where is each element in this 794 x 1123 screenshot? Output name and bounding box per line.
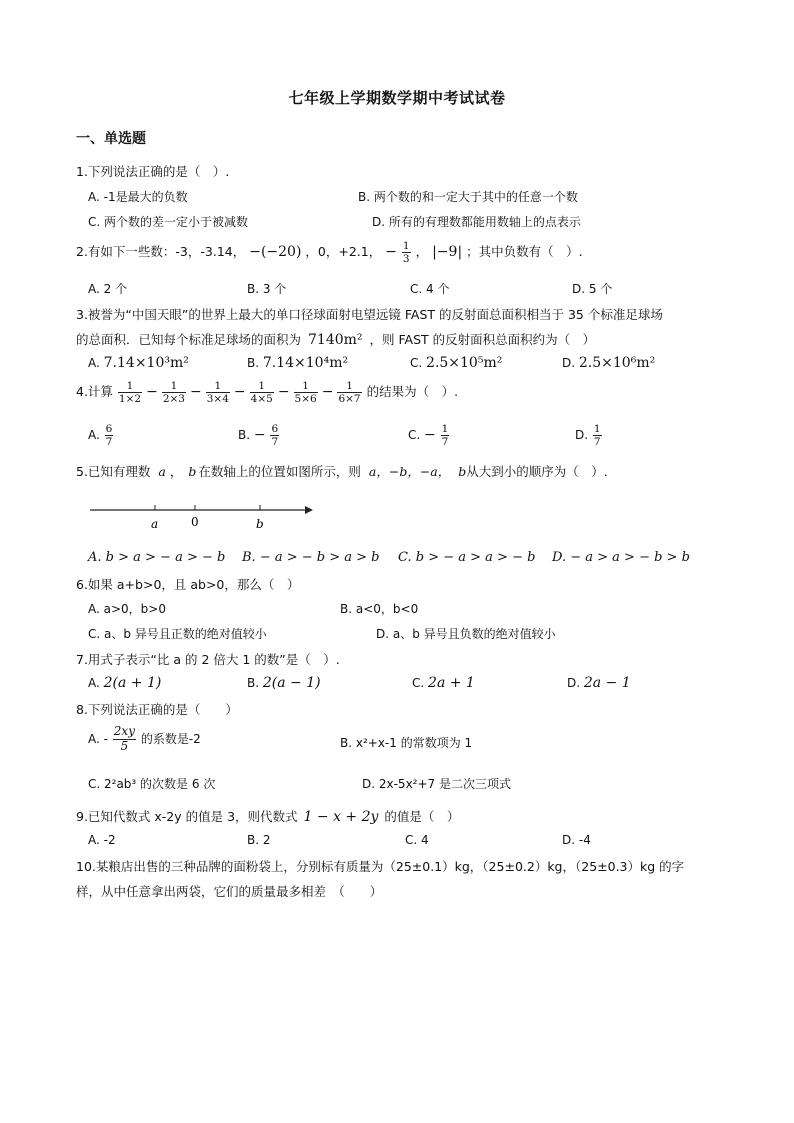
- fraction-denominator: 7: [441, 436, 449, 449]
- question-8-option-b: B. x²+x-1 的常数项为 1: [340, 736, 473, 750]
- fraction-numerator: 1: [402, 240, 410, 252]
- question-4-option-a: [88, 423, 114, 448]
- fraction-numerator: 1: [337, 380, 361, 393]
- option-value: 2(a − 1): [262, 675, 321, 691]
- fraction-numerator: 1: [118, 380, 142, 393]
- question-2-fraction: [402, 240, 411, 265]
- fraction-denominator: 4×5: [250, 393, 273, 406]
- question-5-list: a，−b，−a，: [368, 464, 451, 479]
- question-3-option-b: [247, 355, 348, 371]
- question-5-stem: [76, 462, 608, 480]
- expression-fraction: [337, 380, 361, 405]
- question-10-line-2: 样，从中任意拿出两袋，它们的质量最多相差 （ ）: [76, 884, 383, 899]
- question-3-option-a: [88, 355, 189, 371]
- question-9-option-c: C. 4: [405, 833, 429, 847]
- option-label: D.: [575, 428, 589, 443]
- option-label: B.: [247, 676, 260, 690]
- question-9-suffix: 的值是（ ）: [384, 809, 460, 824]
- question-7-option-c: [412, 675, 475, 691]
- expression-fraction: [250, 380, 274, 405]
- option-label: B.: [247, 356, 260, 370]
- question-8-option-a: [88, 725, 201, 754]
- question-5-option-a: A. b > a > − a > − b: [88, 550, 226, 565]
- label-a: a: [151, 517, 159, 531]
- question-2-option-a: A. 2 个: [88, 282, 128, 296]
- fraction-denominator: 6×7: [338, 393, 361, 406]
- question-10-line-1: 10.某粮店出售的三种品牌的面粉袋上，分别标有质量为（25±0.1）kg，（25±0.2）kg，（25±0.3）kg 的字: [76, 859, 685, 874]
- variable-b: b: [458, 464, 467, 479]
- fraction-numerator: 1: [162, 380, 186, 393]
- number-line-figure: [90, 497, 315, 537]
- page-title: 七年级上学期数学期中考试试卷: [288, 89, 506, 107]
- question-3-line-2: [76, 330, 595, 348]
- option-label: C.: [410, 356, 423, 370]
- fraction-numerator: 2xy: [113, 724, 135, 738]
- question-2-stem: 2.有如下一些数：-3，-3.14， −(−20) ，0，+2.1， − $\frac{1}{3}$ ， |−9| ；其中负数有（ ）.: [76, 240, 583, 266]
- option-label: A. -: [88, 731, 108, 746]
- number-line-arrow-icon: [305, 506, 313, 514]
- section-heading: 一、单选题: [76, 131, 146, 147]
- question-1-option-d: D. 所有的有理数都能用数轴上的点表示: [372, 215, 581, 229]
- question-9-prefix: 9.已知代数式 x-2y 的值是 3，则代数式: [76, 809, 298, 824]
- fraction-denominator: 2×3: [162, 393, 185, 406]
- option-value: 2(a + 1): [103, 675, 162, 691]
- fraction-numerator: 1: [294, 380, 318, 393]
- option-sign: −: [424, 427, 436, 444]
- fraction-numerator: 6: [271, 423, 279, 435]
- option-label: A.: [88, 428, 100, 443]
- question-1-stem: 1.下列说法正确的是（ ）.: [76, 164, 230, 179]
- question-4-option-b: [238, 423, 280, 448]
- fraction-denominator: 1×2: [118, 393, 142, 406]
- question-4-option-d: [575, 423, 603, 448]
- question-9-option-d: D. -4: [562, 833, 591, 847]
- fraction-denominator: 3×4: [206, 393, 229, 406]
- expression-fraction: [162, 380, 186, 405]
- label-0: 0: [191, 515, 199, 529]
- expression-sign: −: [321, 384, 334, 401]
- option-label: D.: [562, 356, 576, 370]
- question-5-suffix: 从大到小的顺序为（ ）.: [466, 464, 608, 479]
- option-suffix: 的系数是-2: [140, 731, 201, 746]
- label-b: b: [256, 517, 264, 531]
- question-2-expr-negneg20: −(−20): [249, 244, 302, 261]
- fraction-numerator: 1: [441, 423, 449, 435]
- question-3-option-c: [410, 355, 502, 371]
- expression-sign: −: [190, 384, 202, 401]
- option-label: C.: [408, 428, 421, 443]
- fraction-numerator: 6: [105, 423, 113, 435]
- option-value: 2.5×10⁵m²: [426, 355, 503, 371]
- expression-sign: −: [146, 384, 158, 401]
- question-2-mid: ，0，+2.1，: [305, 244, 382, 260]
- question-9-option-b: B. 2: [247, 833, 271, 847]
- question-7-option-d: [567, 675, 631, 691]
- question-4-option-c: [408, 423, 450, 448]
- fraction-numerator: 1: [250, 380, 274, 393]
- option-value: 2a − 1: [583, 675, 631, 691]
- question-5-mid: 在数轴上的位置如图所示，则: [198, 464, 361, 479]
- question-1-option-b: B. 两个数的和一定大于其中的任意一个数: [358, 190, 578, 204]
- question-5-option-d: D. − a > a > − b > b: [552, 550, 690, 565]
- question-2-option-d: D. 5 个: [572, 282, 613, 296]
- question-3-option-d: [562, 355, 655, 371]
- question-1-option-a: A. -1是最大的负数: [88, 190, 188, 204]
- expression-sign: −: [233, 384, 246, 401]
- question-9-stem: [76, 807, 459, 825]
- fraction-numerator: 1: [206, 380, 230, 393]
- fraction-denominator: 7: [271, 436, 279, 449]
- fraction-denominator: 7: [105, 436, 113, 449]
- question-7-stem: 7.用式子表示“比 a 的 2 倍大 1 的数”是（ ）.: [76, 652, 340, 667]
- question-2-option-b: B. 3 个: [247, 282, 287, 296]
- option-label: A.: [88, 676, 100, 690]
- question-6-option-b: B. a<0，b<0: [340, 602, 419, 616]
- option-label: C.: [412, 676, 425, 690]
- question-4-prefix: 4.计算: [76, 384, 113, 400]
- separator: ，: [169, 464, 183, 479]
- question-3-line-1: 3.被誉为“中国天眼”的世界上最大的单口径球面射电望远镜 FAST 的反射面总面积相当于 35 个标准足球场: [76, 307, 663, 322]
- question-1-option-c: C. 两个数的差一定小于被减数: [88, 215, 249, 229]
- fraction-denominator: 3: [402, 253, 410, 266]
- question-8-option-c: C. 2²ab³ 的次数是 6 次: [88, 777, 216, 791]
- question-9-expression: 1 − x + 2y: [303, 809, 379, 825]
- question-4-suffix: 的结果为（ ）.: [366, 384, 459, 400]
- option-value: 2.5×10⁶m²: [578, 355, 656, 371]
- option-value: 2a + 1: [428, 675, 475, 691]
- option-label: D.: [567, 676, 581, 690]
- question-7-option-b: [247, 675, 321, 691]
- question-2-suffix: ；其中负数有（ ）.: [466, 244, 583, 260]
- option-label: A.: [88, 356, 100, 370]
- question-5-option-b: B. − a > − b > a > b: [242, 550, 380, 565]
- expression-fraction: [206, 380, 230, 405]
- expression-sign: −: [277, 384, 290, 401]
- option-value: 7.14×10³m²: [103, 355, 189, 371]
- question-6-option-d: D. a、b 异号且负数的绝对值较小: [376, 627, 556, 641]
- question-2-option-c: C. 4 个: [410, 282, 450, 296]
- variable-b: b: [188, 464, 197, 479]
- fraction-numerator: 1: [593, 423, 601, 435]
- option-sign: −: [253, 427, 266, 444]
- question-4-stem: [76, 380, 458, 405]
- option-value: 7.14×10⁴m²: [262, 355, 349, 371]
- question-8-stem: 8.下列说法正确的是（ ）: [76, 702, 238, 717]
- variable-a: a: [158, 464, 166, 479]
- expression-fraction: [294, 380, 318, 405]
- question-6-option-a: A. a>0，b>0: [88, 602, 166, 616]
- fraction-denominator: 7: [593, 436, 601, 449]
- question-7-option-a: [88, 675, 161, 691]
- question-5-prefix: 5.已知有理数: [76, 464, 151, 479]
- option-label: B.: [238, 428, 251, 443]
- question-6-stem: 6.如果 a+b>0，且 ab>0，那么（ ）: [76, 577, 300, 592]
- question-3-area: 7140m²: [308, 332, 363, 348]
- question-9-option-a: A. -2: [88, 833, 116, 847]
- fraction-denominator: 5: [120, 738, 129, 753]
- question-3-line-2-prefix: 的总面积．已知每个标准足球场的面积为: [76, 332, 302, 347]
- question-2-abs-expr: |−9|: [432, 244, 463, 261]
- question-2-neg-sign: −: [385, 244, 397, 261]
- question-6-option-c: C. a、b 异号且正数的绝对值较小: [88, 627, 267, 641]
- question-3-line-2-suffix: ，则 FAST 的反射面积总面积约为（ ）: [369, 332, 596, 347]
- question-8-option-d: D. 2x-5x²+7 是二次三项式: [362, 777, 511, 791]
- question-2-prefix: 2.有如下一些数：-3，-3.14，: [76, 244, 246, 260]
- question-5-option-c: C. b > − a > a > − b: [398, 550, 536, 565]
- fraction-denominator: 5×6: [294, 393, 317, 406]
- expression-fraction: [118, 380, 142, 405]
